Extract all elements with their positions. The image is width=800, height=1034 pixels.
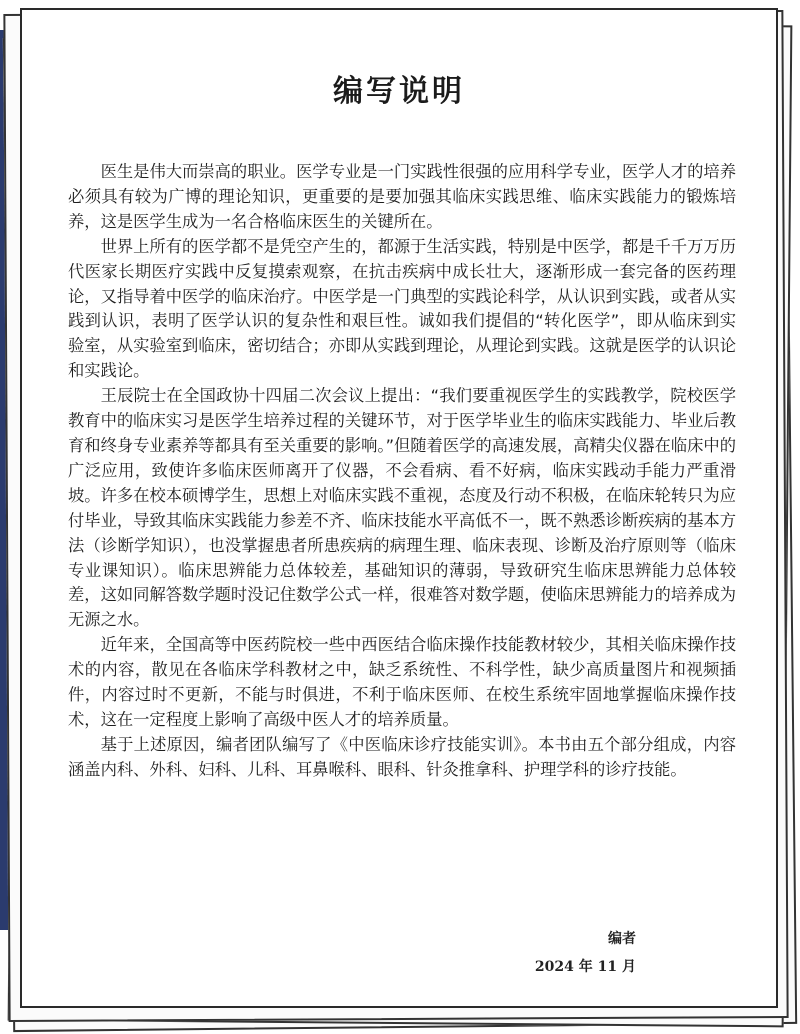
paragraph-4: 近年来，全国高等中医药院校一些中西医结合临床操作技能教材较少，其相关临床操作技术的内容，散见在各临床学科教材之中，缺乏系统性、不科学性，缺少高质量图片和视频插件，内容过时不更新，不能与时俱进，不利于临床医师、在校生系统牢固地掌握临床操作技术，这在一定程度上影响了高级中医人才的培养质量。 — [68, 635, 736, 729]
paragraph-5: 基于上述原因，编者团队编写了《中医临床诊疗技能实训》。本书由五个部分组成，内容涵盖内科、外科、妇科、儿科、耳鼻喉科、眼科、针灸推拿科、护理学科的诊疗技能。 — [68, 734, 736, 779]
paragraph-3: 王辰院士在全国政协十四届二次会议上提出：“我们要重视医学生的实践教学，院校医学教育中的临床实习是医学生培养过程的关键环节，对于医学毕业生的临床实践能力、毕业后教育和终身专业素养等都具有至关重要的影响。”但随着医学的高速发展，高精尖仪器在临床中的广泛应用，致使许多临床医师离开了仪器，不会看病、看不好病，临床实践动手能力严重滑坡。许多在校本硕博学生，思想上对临床实践不重视，态度及行动不积极，在临床轮转只为应付毕业，导致其临床实践能力参差不齐、临床技能水平高低不一，既不熟悉诊断疾病的基本方法（诊断学知识），也没掌握患者所患疾病的病理生理、临床表现、诊断及治疗原则等（临床专业课知识）。临床思辨能力总体较差，基础知识的薄弱，导致研究生临床思辨能力总体较差，这如同解答数学题时没记住数学公式一样，很难答对数学题，使临床思辨能力的培养成为无源之水。 — [68, 386, 736, 630]
paragraph-1: 医生是伟大而崇高的职业。医学专业是一门实践性很强的应用科学专业，医学人才的培养必须具有较为广博的理论知识，更重要的是要加强其临床实践思维、临床实践能力的锻炼培养，这是医学生成为一名合格临床医生的关键所在。 — [68, 162, 736, 231]
author-signature: 编者 — [608, 931, 636, 947]
paragraph-2: 世界上所有的医学都不是凭空产生的，都源于生活实践，特别是中医学，都是千千万万历代医家长期医疗实践中反复摸索观察，在抗击疾病中成长壮大，逐渐形成一套完备的医药理论，又指导着中医学的临床治疗。中医学是一门典型的实践论科学，从认识到实践，或者从实践到认识，表明了医学认识的复杂性和艰巨性。诚如我们提倡的“转化医学”，即从临床到实验室，从实验室到临床，密切结合；亦即从实践到理论，从理论到实践。这就是医学的认识论和实践论。 — [68, 236, 736, 381]
publication-date: 2024 年 11 月 — [534, 959, 636, 975]
page-title: 编写说明 — [333, 74, 465, 109]
document-page — [20, 8, 778, 1008]
document-body — [68, 160, 736, 783]
